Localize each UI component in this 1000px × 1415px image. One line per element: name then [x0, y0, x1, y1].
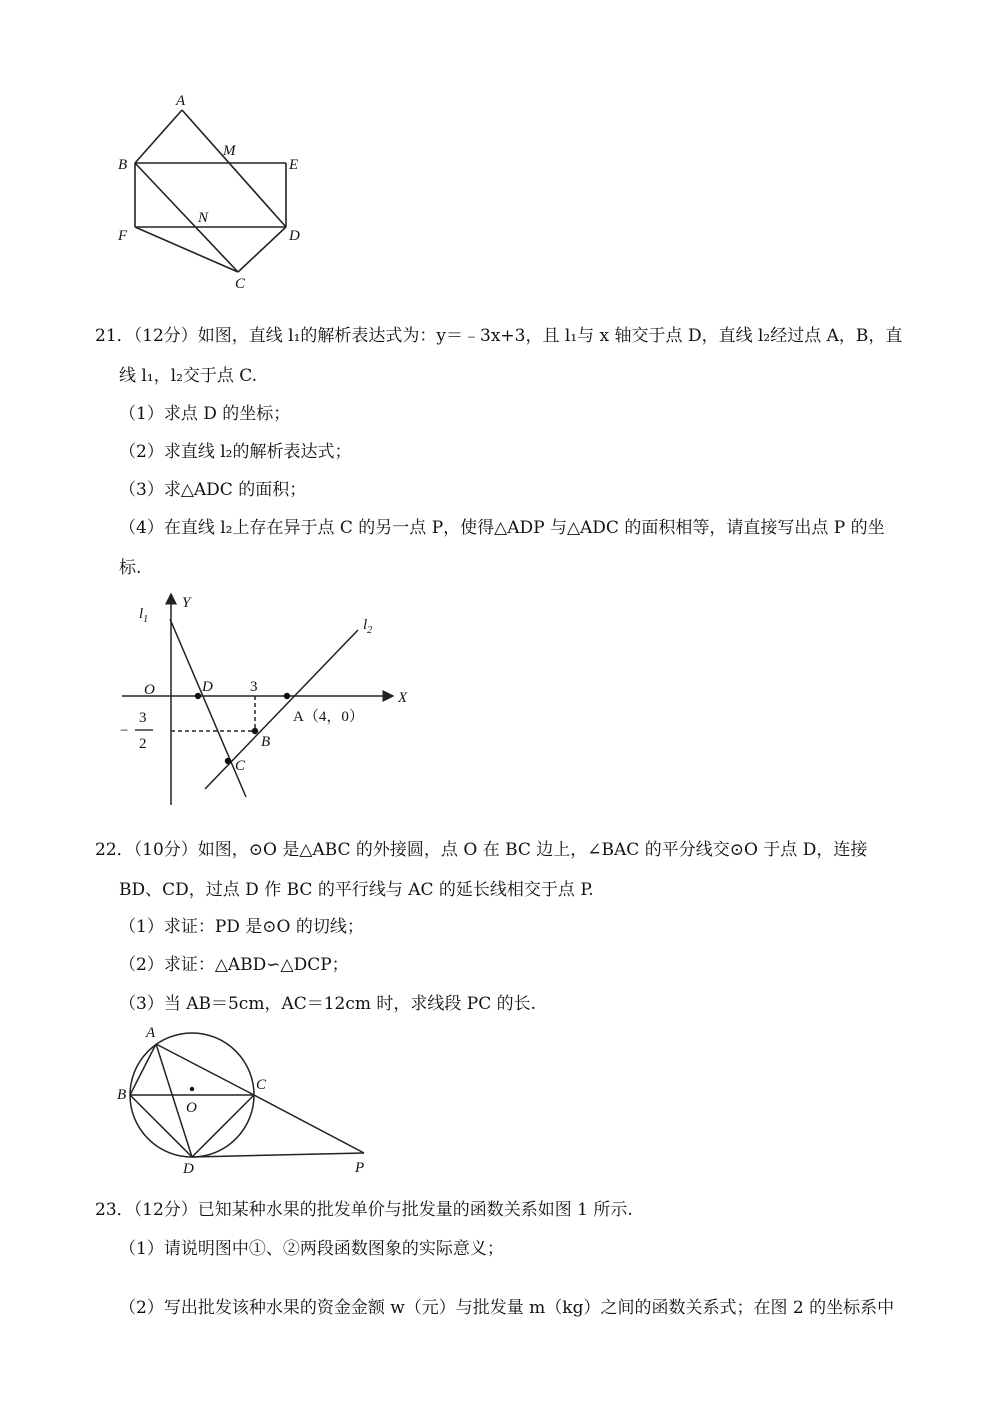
point-d [195, 693, 201, 699]
c-label: C [235, 758, 246, 774]
frac-numerator: 3 [139, 710, 147, 726]
label-m: M [223, 143, 236, 159]
segment-ab [130, 1044, 156, 1095]
x-axis-label: X [398, 690, 408, 706]
q22-stem-line2: BD、CD，过点 D 作 BC 的平行线与 AC 的延长线相交于点 P. [119, 880, 594, 900]
label-d: D [289, 228, 300, 244]
a-label: A（4，0） [293, 709, 364, 725]
frac-sign: − [120, 723, 129, 739]
label-c: C [235, 276, 246, 292]
q21-part4-line2: 标. [119, 558, 142, 578]
label-c: C [256, 1077, 267, 1093]
label-a: A [176, 93, 186, 109]
q21-part2: （2）求直线 l₂的解析表达式； [119, 442, 352, 462]
segment-dp [192, 1153, 364, 1157]
label-e: E [289, 157, 299, 173]
y-axis-label: Y [182, 595, 191, 611]
label-b: B [117, 1087, 127, 1103]
segment-cp [254, 1095, 364, 1153]
origin-label: O [144, 682, 155, 698]
label-b: B [118, 157, 128, 173]
q22-part2: （2）求证：△ABD∽△DCP； [119, 955, 349, 975]
point-c [225, 758, 231, 764]
label-o: O [186, 1100, 197, 1116]
figure-q22-circle [110, 1020, 390, 1175]
l2-label: $l_2$ [363, 617, 373, 636]
q22-part3: （3）当 AB＝5cm，AC＝12cm 时，求线段 PC 的长. [119, 994, 537, 1014]
figure-q21-graph [110, 585, 420, 810]
q21-part1: （1）求点 D 的坐标； [119, 404, 291, 424]
q21-part3: （3）求△ADC 的面积； [119, 480, 307, 500]
segment-ba [135, 110, 182, 163]
q22-part1: （1）求证：PD 是⊙O 的切线； [119, 917, 364, 937]
label-n: N [198, 210, 209, 226]
d-label: D [202, 679, 213, 695]
segment-cd [238, 227, 286, 272]
b-label: B [261, 734, 271, 750]
segment-fc [135, 227, 238, 272]
label-a: A [146, 1025, 156, 1041]
segment-cd [192, 1095, 254, 1157]
q23-part2: （2）写出批发该种水果的资金金额 w（元）与批发量 m（kg）之间的函数关系式；在图 2 的坐标系中 [119, 1298, 895, 1318]
l1-label: $l_1$ [139, 606, 149, 625]
label-d: D [183, 1161, 194, 1175]
center-o [190, 1087, 194, 1091]
q21-stem-line1: 21．（12分）如图，直线 l₁的解析表达式为：y＝﹣3x+3，且 l₁与 x 轴交于点 D，直线 l₂经过点 A，B，直 [95, 326, 903, 346]
segment-bc [135, 163, 238, 272]
label-f: F [118, 228, 128, 244]
q21-part4-line1: （4）在直线 l₂上存在异于点 C 的另一点 P，使得△ADP 与△ADC 的面积相等，请直接写出点 P 的坐 [119, 518, 885, 538]
tick-3-label: 3 [250, 679, 258, 695]
point-b [252, 728, 258, 734]
q21-stem-line2: 线 l₁，l₂交于点 C. [119, 366, 258, 386]
point-a [284, 693, 290, 699]
q23-stem: 23．（12分）已知某种水果的批发单价与批发量的函数关系如图 1 所示. [95, 1200, 633, 1220]
label-p: P [355, 1160, 365, 1175]
figure-q20 [110, 90, 320, 295]
q22-stem-line1: 22．（10分）如图，⊙O 是△ABC 的外接圆，点 O 在 BC 边上，∠BAC 的平分线交⊙O 于点 D，连接 [95, 840, 868, 860]
segment-ac [156, 1044, 254, 1095]
frac-denominator: 2 [139, 736, 147, 752]
q23-part1: （1）请说明图中①、②两段函数图象的实际意义； [119, 1239, 504, 1259]
